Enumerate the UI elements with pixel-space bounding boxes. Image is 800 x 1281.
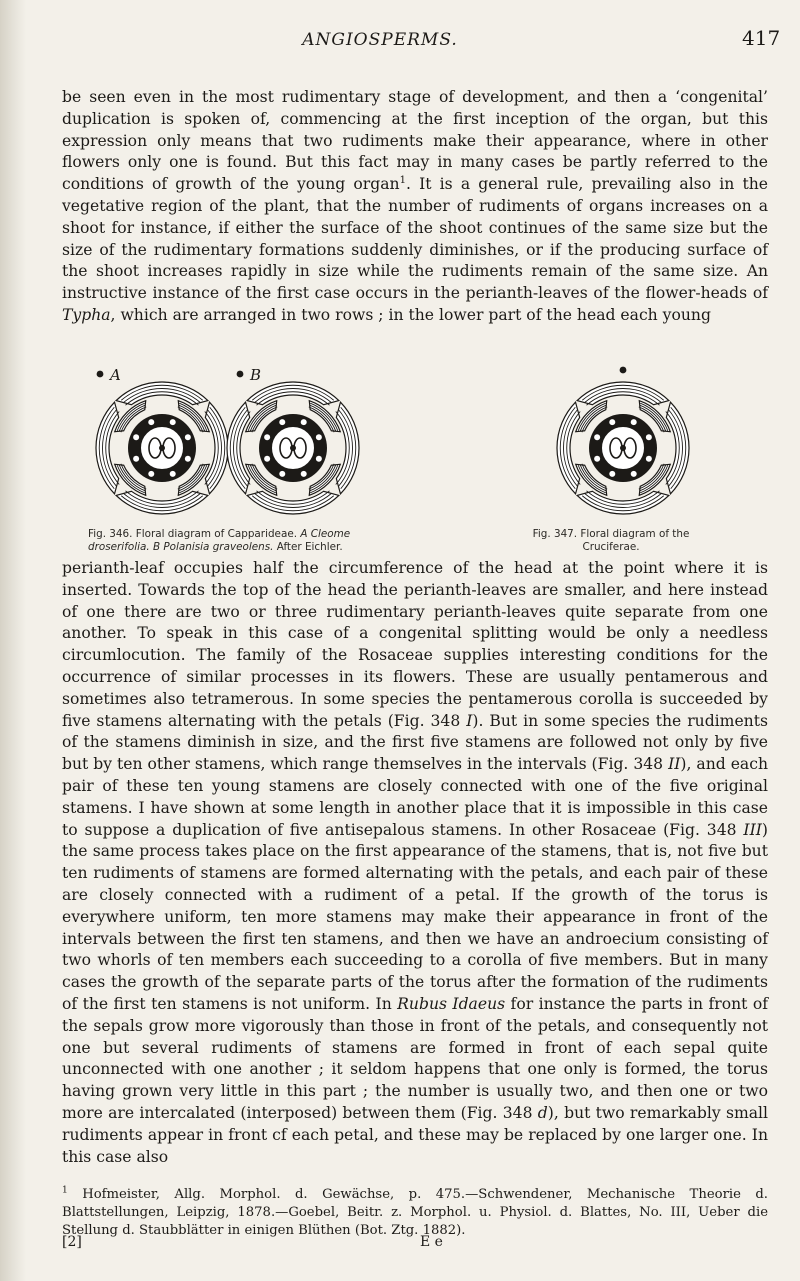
stamen-gap [301,471,307,477]
page-binding-shadow [0,0,26,1281]
stamen-gap [646,434,652,440]
text-run: be seen even in the most rudimentary stage of development, and then a ‘congenital’ duplication is spoken of, commencing at the first inception of the organ, but this expression only means that two rudiments make their appearance, where in other flowers only one is found. But this fact may in many cases be partly referred to the conditions of growth of the young organ [62,88,768,194]
text-run: ), and each pair of these ten young stamens are closely connected with one of the five original stamens. I have shown at some length in another place that it is impossible in this case to suppose a duplication of five antisepalous stamens. In other Rosaceae (Fig. 348 [62,755,768,839]
footnote-text: Hofmeister, Allg. Morphol. d. Gewächse, p. 475.—Schwendener, Mechanische Theorie d. Blattstellungen, Leipzig, 1878.—Goebel, Beitr. z. Morphol. u. Physiol. d. Blattes, No. III, Ueber die Stellung d. Staubblätter in einigen Blüthen (Bot. Ztg. 1882). [62,1187,768,1238]
running-head: ANGIOSPERMS. [302,30,458,50]
text-run: . It is a general rule, prevailing also in the vegetative region of the plant, that the number of rudiments of organs increases on a shoot for instance, if either the surface of the shoot continues of the same size but the size of the rudimentary formations suddenly diminishes, or if the producing surface of the shoot increases rapidly in size while the rudiments remain of the same size. An instructive instance of the first case occurs in the perianth-leaves of the flower-heads of [62,175,768,303]
page-number: 417 [742,26,781,50]
stamen-gap [279,471,285,477]
text-run: ). But in some species the rudiments of the stamens diminish in size, and the first five stamens are followed not only by five but by ten other stamens, which range themselves in the intervals (Fig. 348 [62,711,768,774]
stamen-gap [316,456,322,462]
floral-diagram-347 [508,364,708,524]
italic-genus: Typha [62,305,111,324]
axis-dot-icon [97,371,104,378]
stamen-gap [185,434,191,440]
paragraph-2 [62,558,768,1168]
text-run: perianth-leaf occupies half the circumference of the head at the point where it is inserted. Towards the top of the head the perianth-leaves are smaller, and here instead of one there are two or three rudimentary perianth-leaves quite separate from one another. To speak in this case of a congenital splitting would be only a needless circumlocution. The family of the Rosaceae supplies interesting conditions for the occurrence of similar processes in its flowers. These are usually pentamerous and sometimes also tetramerous. In some species the pentamerous corolla is succeeded by five stamens alternating with the petals (Fig. 348 [62,559,768,730]
floral-diagram-drawing [227,382,359,514]
stamen-gap [301,419,307,425]
figure-label-b: B [250,366,262,384]
sheet-mark: E e [420,1234,443,1250]
floral-diagram-346 [90,364,390,524]
figure-caption-346 [88,528,378,554]
footnote [62,1186,768,1240]
italic-ref: I [466,711,473,730]
figures-row [88,364,768,554]
stamen-gap [148,419,154,425]
footnote-ref: 1 [399,175,406,186]
text-run: ) the same process takes place on the first appearance of the stamens, that is, not five but ten rudiments of stamens are formed alternating with the petals, and each pair of these are closely connected with a rudiment of a petal. If the growth of the torus is everywhere uniform, ten more stamens may make their appearance in front of the intervals between the first ten stamens, and then we have an androecium consisting of two whorls of ten members each succeeding to a corolla of five members. But in many cases the growth of the separate parts of the torus after the formation of the rudiments of the first ten stamens is not uniform. In [62,820,768,1013]
stamen-gap [148,471,154,477]
italic-species: Rubus Idaeus [397,994,506,1013]
stamen-gap [185,456,191,462]
floral-diagram-drawing [557,382,689,514]
stamen-gap [594,456,600,462]
floral-diagram-b [227,366,359,514]
stamen-gap [631,419,637,425]
floral-diagram-drawing [96,382,228,514]
signature-mark: [2] [62,1234,82,1250]
stamen-gap [170,471,176,477]
axis-dot-icon [620,367,627,374]
text-run: ), but two remarkably small rudiments appear in front cf each petal, and these may be replaced by one larger one. In this case also [62,1103,769,1166]
stamen-gap [170,419,176,425]
stamen-gap [279,419,285,425]
paragraph-1 [62,87,768,327]
stamen-gap [646,456,652,462]
placenta-dot [159,445,165,451]
stamen-gap [264,456,270,462]
text-run: for instance the parts in front of the sepals grow more vigorously than those in front of the petals, and consequently not one but several rudiments of stamens are formed in front of each sepal quite unconnected with one another ; it seldom happens that one only is formed, the torus having grown very little in this part ; the number is usually two, and then one or two more are intercalated (interposed) between them (Fig. 348 [62,994,768,1122]
italic-ref: II [668,755,681,774]
caption-species: A Cleome droserifolia. B Polanisia graveolens. [88,528,351,553]
stamen-gap [264,434,270,440]
stamen-gap [316,434,322,440]
placenta-dot [620,445,626,451]
italic-ref: d [537,1103,548,1122]
stamen-gap [133,434,139,440]
axis-dot-icon [237,371,244,378]
caption-tail: After Eichler. [273,541,343,553]
footnote-marker: 1 [62,1185,68,1196]
stamen-gap [609,419,615,425]
figure-label-a: A [110,366,121,384]
floral-diagram-a [96,366,228,514]
stamen-gap [133,456,139,462]
stamen-gap [594,434,600,440]
stamen-gap [631,471,637,477]
placenta-dot [290,445,296,451]
figure-caption-347: Fig. 347. Floral diagram of the Cruciferae. [532,528,690,553]
stamen-gap [609,471,615,477]
text-run: , which are arranged in two rows ; in the lower part of the head each young [110,305,711,324]
italic-ref: III [743,820,762,839]
caption-lead: Fig. 346. Floral diagram of Capparideae. [88,528,301,540]
